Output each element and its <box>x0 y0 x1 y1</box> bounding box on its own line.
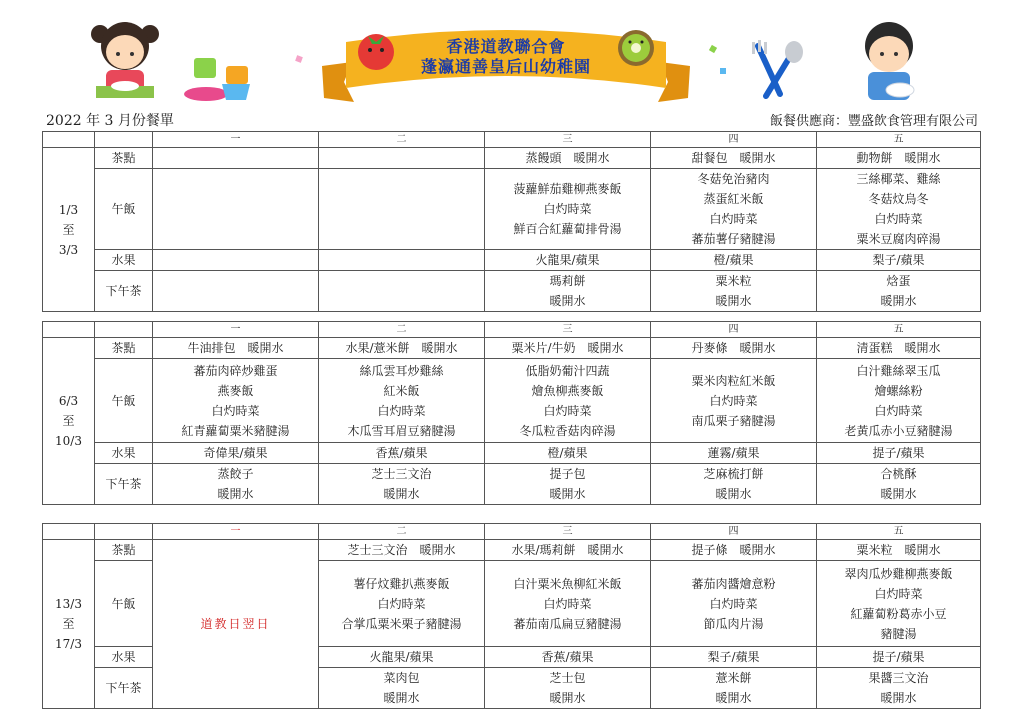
menu-item: 暖開水 <box>549 691 586 705</box>
cups-icon <box>180 52 258 108</box>
date-line: 至 <box>62 414 75 428</box>
meal-row <box>43 443 981 464</box>
menu-cell <box>485 271 651 312</box>
menu-cell <box>485 250 651 271</box>
menu-item: 紅米飯 <box>383 383 420 398</box>
menu-item: 暖開水 <box>880 691 917 705</box>
week-date-range <box>43 338 95 505</box>
menu-item: 白灼時菜 <box>709 393 758 408</box>
menu-cell <box>817 338 981 359</box>
menu-item: 蕃茄薯仔豬腱湯 <box>691 232 776 246</box>
menu-cell <box>651 540 817 561</box>
school-name-line2: 蓬瀛通善皇后山幼稚園 <box>420 57 591 76</box>
menu-item: 豬腱湯 <box>880 626 917 641</box>
menu-cell <box>319 148 485 169</box>
menu-cell <box>817 668 981 709</box>
weekday-header: 一 <box>153 524 319 540</box>
menu-item: 冬菇炆烏冬 <box>868 192 929 206</box>
menu-item: 暖開水 <box>715 487 752 501</box>
weekday-header: 一 <box>153 322 319 338</box>
meal-row <box>43 359 981 443</box>
menu-item: 冬瓜粒香菇肉碎湯 <box>519 423 616 438</box>
menu-item: 白灼時菜 <box>709 212 758 226</box>
menu-cell <box>817 647 981 668</box>
menu-cell <box>651 148 817 169</box>
meal-label: 午飯 <box>95 169 153 250</box>
menu-cell <box>817 250 981 271</box>
menu-item: 瑪莉餅 <box>549 274 586 288</box>
meal-row <box>43 250 981 271</box>
menu-item: 低脂奶葡汁四蔬 <box>525 363 610 378</box>
menu-item: 暖開水 <box>383 691 420 705</box>
meal-label: 水果 <box>95 647 153 668</box>
weekday-header: 二 <box>319 524 485 540</box>
menu-cell <box>319 540 485 561</box>
date-line: 10/3 <box>55 434 82 448</box>
header-blank-cell <box>95 132 153 148</box>
menu-item: 牛油排包 暖開水 <box>187 341 284 355</box>
menu-item: 蕃茄肉碎炒雞蛋 <box>193 363 278 378</box>
menu-item: 薏米餅 <box>715 671 752 685</box>
menu-item: 木瓜雪耳眉豆豬腱湯 <box>347 423 456 438</box>
header-blank-cell <box>43 132 95 148</box>
weekday-header: 三 <box>485 132 651 148</box>
menu-cell <box>651 338 817 359</box>
menu-item: 果醬三文治 <box>868 671 929 685</box>
menu-item: 白灼時菜 <box>874 212 923 226</box>
menu-item: 三絲椰菜、雞絲 <box>856 172 941 186</box>
supplier-info: 飯餐供應商：豐盛飲食管理有限公司 <box>769 114 978 129</box>
menu-item: 暖開水 <box>715 294 752 308</box>
menu-item: 奇偉果/蘋果 <box>203 446 268 460</box>
meal-label: 下午茶 <box>95 668 153 709</box>
menu-item: 暖開水 <box>383 487 420 501</box>
header-blank-cell <box>43 524 95 540</box>
menu-cell <box>485 668 651 709</box>
girl-eating-icon <box>88 14 162 102</box>
menu-cell <box>485 148 651 169</box>
menu-item: 粟米片/牛奶 暖開水 <box>511 341 624 355</box>
menu-cell <box>817 464 981 505</box>
menu-item: 水果/薏米餅 暖開水 <box>345 341 458 355</box>
weekday-header: 三 <box>485 322 651 338</box>
menu-cell <box>485 169 651 250</box>
meal-row <box>43 540 981 561</box>
menu-item: 丹麥條 暖開水 <box>691 341 776 355</box>
date-line: 至 <box>62 222 75 237</box>
menu-item: 暖開水 <box>549 487 586 501</box>
week-date-range <box>43 148 95 312</box>
menu-item: 白灼時菜 <box>874 403 923 418</box>
menu-cell <box>651 464 817 505</box>
menu-item: 焓蛋 <box>886 274 911 288</box>
menu-item: 香蕉/蘋果 <box>375 446 428 460</box>
menu-item: 鮮百合紅蘿蔔排骨湯 <box>513 222 622 236</box>
menu-cell <box>319 271 485 312</box>
menu-item: 粟米豆腐肉碎湯 <box>856 232 941 246</box>
menu-cell <box>153 464 319 505</box>
menu-item: 翠肉瓜炒雞柳燕麥飯 <box>844 566 953 581</box>
menu-item: 老黃瓜赤小豆豬腱湯 <box>844 423 953 438</box>
menu-item: 菠蘿鮮茄雞柳燕麥飯 <box>513 182 622 196</box>
menu-item: 提子/蘋果 <box>872 446 925 460</box>
menu-cell <box>485 561 651 647</box>
menu-item: 合桃酥 <box>880 467 917 481</box>
menu-item: 紅青蘿蔔粟米豬腱湯 <box>181 423 290 438</box>
weekday-header: 五 <box>817 322 981 338</box>
menu-item: 白汁粟米魚柳紅米飯 <box>513 576 622 591</box>
menu-item: 菜肉包 <box>383 671 420 685</box>
week-table <box>42 523 981 709</box>
menu-item: 水果/瑪莉餅 暖開水 <box>511 543 624 557</box>
menu-cell <box>817 271 981 312</box>
weekday-header-row <box>43 322 981 338</box>
menu-cell <box>319 338 485 359</box>
menu-item: 提子條 暖開水 <box>691 543 776 557</box>
menu-item: 合掌瓜粟米栗子豬腱湯 <box>341 616 462 631</box>
menu-cell <box>817 443 981 464</box>
meal-label: 茶點 <box>95 338 153 359</box>
menu-cell <box>817 561 981 647</box>
menu-item: 蕃茄南瓜扁豆豬腱湯 <box>513 616 622 631</box>
meal-label: 午飯 <box>95 359 153 443</box>
menu-cell <box>153 443 319 464</box>
menu-item: 薯仔炆雞扒燕麥飯 <box>353 576 450 591</box>
menu-item: 冬菇免治豬肉 <box>697 172 770 186</box>
date-line: 13/3 <box>55 597 82 611</box>
menu-item: 芝士三文治 <box>371 467 432 481</box>
menu-item: 梨子/蘋果 <box>872 253 925 267</box>
menu-item: 甜餐包 暖開水 <box>691 151 776 165</box>
header-blank-cell <box>95 322 153 338</box>
menu-cell <box>153 338 319 359</box>
menu-item: 橙/蘋果 <box>547 446 588 460</box>
menu-cell <box>651 668 817 709</box>
meal-row <box>43 271 981 312</box>
meal-label: 水果 <box>95 443 153 464</box>
menu-item: 粟米粒 暖開水 <box>856 543 941 557</box>
menu-item: 白灼時菜 <box>543 403 592 418</box>
menu-item: 燴魚柳燕麥飯 <box>531 383 604 398</box>
meal-label: 下午茶 <box>95 464 153 505</box>
header-blank-cell <box>43 322 95 338</box>
menu-cell <box>153 250 319 271</box>
meal-label: 午飯 <box>95 561 153 647</box>
menu-item: 紅蘿蔔粉葛赤小豆 <box>850 606 947 621</box>
weekday-header: 一 <box>153 132 319 148</box>
menu-item: 粟米粒 <box>715 274 752 288</box>
menu-cell <box>319 647 485 668</box>
date-line: 3/3 <box>58 242 79 257</box>
date-line: 6/3 <box>58 394 79 408</box>
menu-cell <box>153 169 319 250</box>
menu-cell <box>651 359 817 443</box>
menu-title: 2022 年 3 月份餐單 <box>46 113 174 129</box>
weekday-header-row <box>43 524 981 540</box>
meal-row <box>43 169 981 250</box>
menu-item: 南瓜栗子豬腱湯 <box>691 413 776 428</box>
menu-item: 提子包 <box>549 467 586 481</box>
menu-cell <box>153 271 319 312</box>
menu-item: 芝士三文治 暖開水 <box>347 543 456 557</box>
weekday-header: 二 <box>319 132 485 148</box>
meal-label: 茶點 <box>95 540 153 561</box>
menu-cell <box>485 359 651 443</box>
menu-cell <box>319 359 485 443</box>
school-banner <box>318 22 694 114</box>
menu-item: 白汁雞絲翠玉瓜 <box>856 363 941 378</box>
menu-item: 暖開水 <box>880 294 917 308</box>
meal-row <box>43 338 981 359</box>
weekday-header-row <box>43 132 981 148</box>
menu-cell <box>319 443 485 464</box>
menu-item: 蒸蛋紅米飯 <box>703 192 764 206</box>
menu-item: 蒸饅頭 暖開水 <box>525 151 610 165</box>
menu-cell <box>651 561 817 647</box>
menu-item: 蓮霧/蘋果 <box>707 446 760 460</box>
weekday-header: 四 <box>651 322 817 338</box>
meal-label: 茶點 <box>95 148 153 169</box>
week-table <box>42 131 981 312</box>
menu-item: 芝麻梳打餅 <box>703 467 764 481</box>
menu-item: 暖開水 <box>715 691 752 705</box>
menu-item: 暖開水 <box>880 487 917 501</box>
menu-item: 絲瓜雲耳炒雞絲 <box>359 363 444 378</box>
menu-item: 暖開水 <box>217 487 254 501</box>
menu-item: 白灼時菜 <box>874 586 923 601</box>
holiday-cell: 道教日翌日 <box>153 540 319 709</box>
menu-item: 芝士包 <box>549 671 586 685</box>
menu-cell <box>651 250 817 271</box>
menu-item: 白灼時菜 <box>377 596 426 611</box>
menu-cell <box>319 668 485 709</box>
menu-item: 橙/蘋果 <box>713 253 754 267</box>
weekday-header: 四 <box>651 524 817 540</box>
menu-item: 燕麥飯 <box>217 383 254 398</box>
menu-cell <box>817 540 981 561</box>
date-line: 1/3 <box>58 202 79 217</box>
weekday-header: 四 <box>651 132 817 148</box>
weekday-header: 三 <box>485 524 651 540</box>
date-line: 至 <box>62 617 75 631</box>
menu-item: 暖開水 <box>549 294 586 308</box>
header-blank-cell <box>95 524 153 540</box>
menu-item: 白灼時菜 <box>709 596 758 611</box>
week-table <box>42 321 981 505</box>
menu-item: 提子/蘋果 <box>872 650 925 664</box>
menu-cell <box>817 148 981 169</box>
menu-item: 白灼時菜 <box>543 596 592 611</box>
menu-item: 清蛋糕 暖開水 <box>856 341 941 355</box>
menu-cell <box>651 169 817 250</box>
meal-label: 水果 <box>95 250 153 271</box>
menu-item: 火龍果/蘋果 <box>369 650 434 664</box>
menu-cell <box>319 561 485 647</box>
menu-item: 動物餅 暖開水 <box>856 151 941 165</box>
weekday-header: 二 <box>319 322 485 338</box>
menu-item: 燴螺絲粉 <box>874 383 923 398</box>
menu-cell <box>319 464 485 505</box>
menu-cell <box>817 359 981 443</box>
weekday-header: 五 <box>817 524 981 540</box>
menu-cell <box>485 540 651 561</box>
meal-row <box>43 464 981 505</box>
menu-item: 節瓜肉片湯 <box>703 616 764 631</box>
boy-eating-icon <box>856 14 922 102</box>
meal-row <box>43 148 981 169</box>
menu-item: 白灼時菜 <box>543 202 592 216</box>
menu-cell <box>651 443 817 464</box>
menu-cell <box>651 647 817 668</box>
menu-cell <box>153 359 319 443</box>
menu-item: 梨子/蘋果 <box>707 650 760 664</box>
menu-cell <box>651 271 817 312</box>
menu-cell <box>319 250 485 271</box>
menu-cell <box>153 148 319 169</box>
menu-item: 蒸餃子 <box>217 467 254 481</box>
menu-cell <box>485 464 651 505</box>
menu-cell <box>485 338 651 359</box>
fork-spoon-icon <box>744 40 806 100</box>
menu-cell <box>485 647 651 668</box>
menu-item: 香蕉/蘋果 <box>541 650 594 664</box>
meal-label: 下午茶 <box>95 271 153 312</box>
menu-cell <box>485 443 651 464</box>
menu-item: 蕃茄肉醬燴意粉 <box>691 576 776 591</box>
menu-cell <box>319 169 485 250</box>
weekday-header: 五 <box>817 132 981 148</box>
menu-item: 粟米肉粒紅米飯 <box>691 373 776 388</box>
menu-item: 白灼時菜 <box>211 403 260 418</box>
week-date-range <box>43 540 95 709</box>
menu-cell <box>817 169 981 250</box>
menu-item: 火龍果/蘋果 <box>535 253 600 267</box>
menu-item: 白灼時菜 <box>377 403 426 418</box>
school-name-line1: 香港道教聯合會 <box>446 37 566 56</box>
date-line: 17/3 <box>55 637 82 651</box>
